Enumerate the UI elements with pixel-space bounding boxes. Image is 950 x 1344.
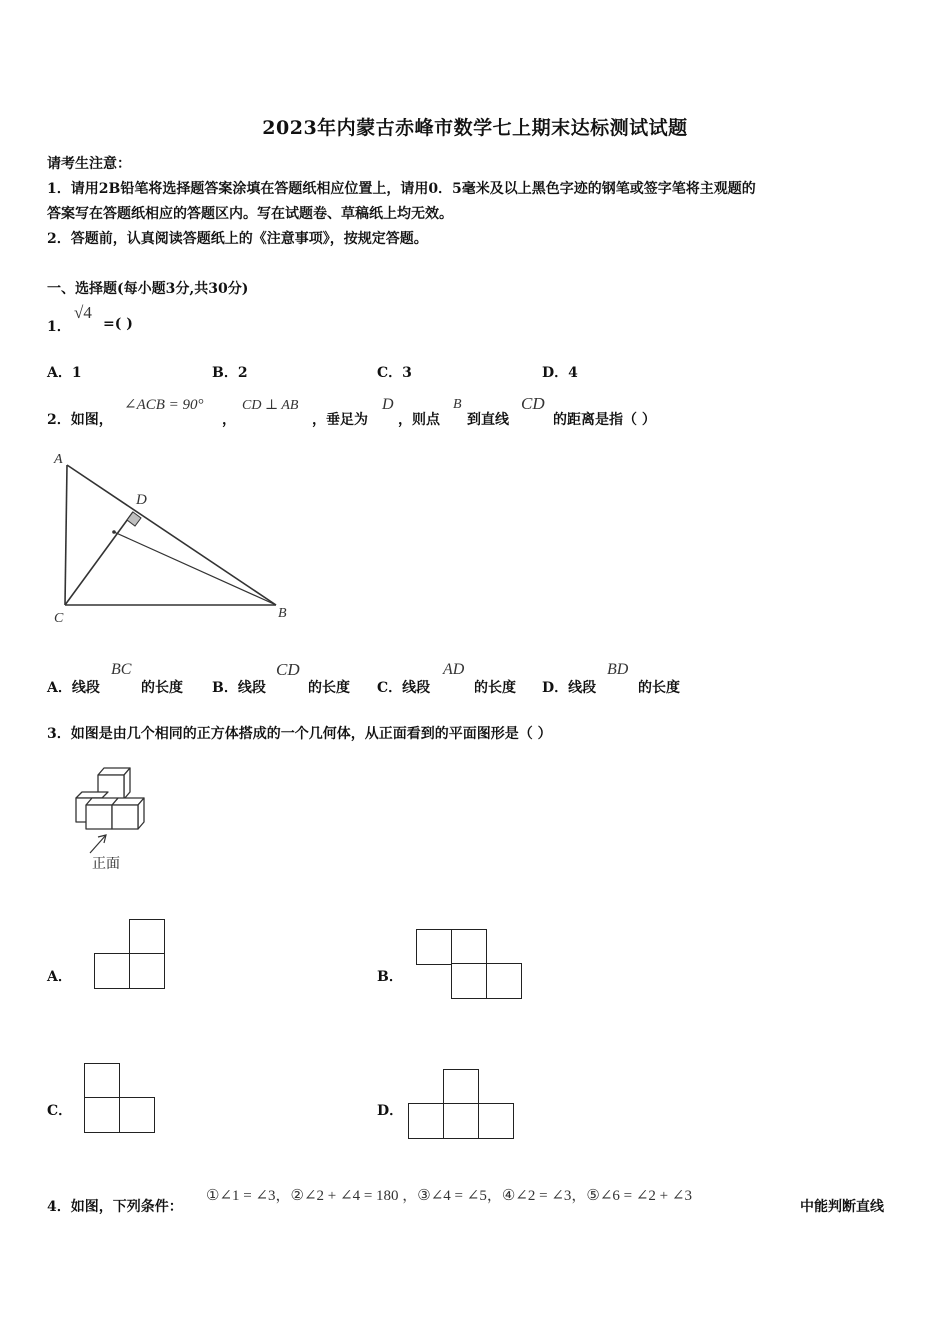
option-c-square-bottom-right <box>119 1097 155 1133</box>
option-b-square-top-right <box>451 929 487 965</box>
triangle-lines <box>65 465 276 605</box>
foot-point <box>112 530 116 534</box>
q2-point-b: B <box>453 397 462 412</box>
q3-stem: 3．如图是由几个相同的正方体搭成的一个几何体，从正面看到的平面图形是（ ） <box>47 726 552 742</box>
q2-option-c-tail: 的长度 <box>474 680 516 696</box>
label-b: B <box>278 606 287 621</box>
segment-cd <box>65 512 133 605</box>
q2-prefix: 2．如图， <box>47 412 113 428</box>
q2-to-line-text: 到直线 <box>467 412 509 428</box>
q2-option-a-prefix: A．线段 <box>47 680 100 696</box>
notice-line-2: 答案写在答题纸相应的答题区内。写在试题卷、草稿纸上均无效。 <box>47 206 453 222</box>
notice-heading: 请考生注意： <box>47 156 131 172</box>
q2-option-c-prefix: C．线段 <box>377 680 431 696</box>
q3-option-c-label: C． <box>47 1103 73 1119</box>
label-c: C <box>54 611 64 626</box>
option-d-square-bottom-right <box>478 1103 514 1139</box>
q2-perp-expr: CD ⊥ AB <box>242 398 299 413</box>
front-cube-left-face <box>86 805 112 829</box>
front-cube-top-face <box>86 798 118 805</box>
option-a-square-bottom-right <box>129 953 165 989</box>
notice-line-3: 2．答题前，认真阅读答题纸上的《注意事项》，按规定答题。 <box>47 231 428 247</box>
notice-line-1: 1．请用2B铅笔将选择题答案涂填在答题纸相应位置上，请用0．5毫米及以上黑色字迹的钢笔或签字笔将主观题的 <box>47 181 756 197</box>
label-a: A <box>54 452 63 467</box>
front-cube-right-face <box>112 805 138 829</box>
q2-option-c-seg: AD <box>443 661 465 678</box>
view-arrow <box>90 835 106 853</box>
option-d-square-bottom-left <box>408 1103 444 1139</box>
q2-triangle-figure <box>45 448 305 628</box>
option-d-square-bottom-middle <box>443 1103 479 1139</box>
q3-option-a-label: A． <box>47 969 72 985</box>
q2-option-a-tail: 的长度 <box>141 680 183 696</box>
q2-option-b-tail: 的长度 <box>308 680 350 696</box>
q2-option-d-seg: BD <box>607 661 629 678</box>
q2-option-b-seg: CD <box>276 660 300 679</box>
q2-option-b-prefix: B．线段 <box>212 680 266 696</box>
q2-tail: 的距离是指（ ） <box>553 412 656 428</box>
q4-tail: 中能判断直线 <box>800 1199 884 1215</box>
section-heading: 一、选择题(每小题3分,共30分) <box>47 281 249 297</box>
q4-conditions: ①∠1 = ∠3，②∠2 + ∠4 = 180 ，③∠4 = ∠5，④∠2 = ∠3，⑤∠6 = ∠2 + ∠3 <box>206 1188 692 1204</box>
q2-point-d: D <box>382 396 394 413</box>
front-view-label: 正面 <box>92 857 120 872</box>
q1-option-d: D．4 <box>542 365 578 381</box>
q2-line-cd: CD <box>521 394 545 413</box>
option-b-square-top-left <box>416 929 452 965</box>
segment-ab <box>67 465 276 605</box>
segment-ac <box>65 465 67 605</box>
option-a-square-top <box>129 919 165 955</box>
q3-option-b-label: B． <box>377 969 403 985</box>
q1-option-a: A．1 <box>47 365 82 381</box>
option-b-square-bottom-left <box>451 963 487 999</box>
q1-option-c: C．3 <box>377 365 412 381</box>
q2-comma: ， <box>222 412 236 428</box>
label-d: D <box>136 492 147 508</box>
option-b-square-bottom-right <box>486 963 522 999</box>
q2-option-a-seg: BC <box>111 661 132 678</box>
option-d-square-top <box>443 1069 479 1105</box>
q1-option-b: B．2 <box>212 365 248 381</box>
segment-b-to-cd <box>114 532 276 605</box>
exam-title: 2023年内蒙古赤峰市数学七上期末达标测试试题 <box>262 117 688 139</box>
option-c-square-bottom-left <box>84 1097 120 1133</box>
q2-option-d-prefix: D．线段 <box>542 680 597 696</box>
q1-number: 1． <box>47 319 71 335</box>
q1-tail: =( ) <box>103 316 133 332</box>
q4-prefix: 4．如图，下列条件： <box>47 1199 183 1215</box>
back-cube-top-face <box>76 792 108 798</box>
q2-then-text: ，则点 <box>398 412 440 428</box>
q3-cube-figure <box>66 765 156 875</box>
q1-radical: √4 <box>74 303 92 322</box>
option-a-square-bottom-left <box>94 953 130 989</box>
q2-angle-expr: ∠ACB = 90° <box>124 397 204 413</box>
q2-option-d-tail: 的长度 <box>638 680 680 696</box>
q2-foot-text: ，垂足为 <box>312 412 368 428</box>
option-c-square-top <box>84 1063 120 1099</box>
q3-option-d-label: D． <box>377 1103 404 1119</box>
